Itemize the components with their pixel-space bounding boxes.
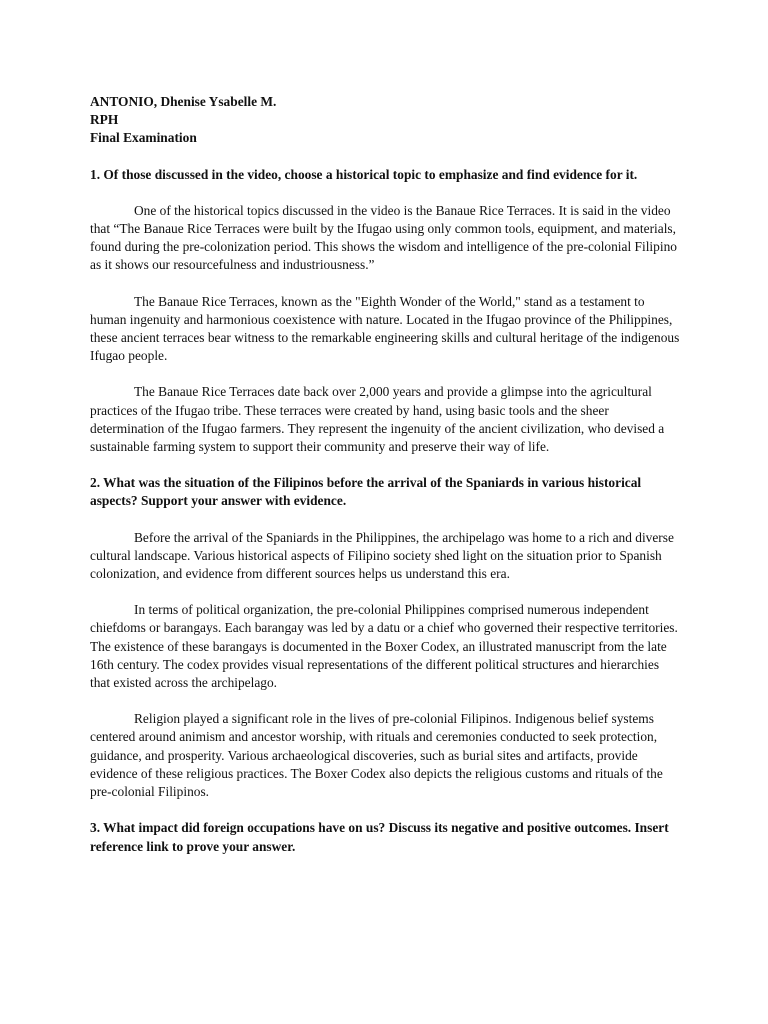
answer-1-paragraph-2: The Banaue Rice Terraces, known as the "Eighth Wonder of the World," stand as a testament to human ingenuity and harmonious coexistence with nature. Located in the Ifugao province of the Philippines, these ancient terraces bear witness to the remarkable engineering skills and cultural heritage of the indigenous Ifugao people.	[90, 293, 680, 364]
question-3: 3. What impact did foreign occupations have on us? Discuss its negative and positive outcomes. Insert reference link to prove your answer.	[90, 820, 669, 854]
question-2: 2. What was the situation of the Filipinos before the arrival of the Spaniards in various historical aspects? Support your answer with evidence.	[90, 475, 642, 509]
question-1: 1. Of those discussed in the video, choose a historical topic to emphasize and find evidence for it.	[90, 166, 638, 182]
answer-1-paragraph-3: The Banaue Rice Terraces date back over 2,000 years and provide a glimpse into the agricultural practices of the Ifugao tribe. These terraces were created by hand, using basic tools and the sheer determination of the Ifugao farmers. They represent the ingenuity of the ancient civilization, who devised a sustainable farming system to support their community and preserve their way of life.	[90, 384, 665, 455]
answer-2-paragraph-3: Religion played a significant role in the lives of pre-colonial Filipinos. Indigenous belief systems centered around animism and ancestor worship, with rituals and ceremonies conducted to seek protection, guidance, and prosperity. Various archaeological discoveries, such as burial sites and artifacts, provide evidence of these religious practices. The Boxer Codex also depicts the religious customs and rituals of the pre-colonial Filipinos.	[90, 711, 663, 800]
answer-1-paragraph-1: One of the historical topics discussed in the video is the Banaue Rice Terraces. It is said in the video that “The Banaue Rice Terraces were built by the Ifugao using only common tools, equipment, and materials, found during the pre-colonization period. This shows the wisdom and intelligence of the pre-colonial Filipino as it shows our resourcefulness and industriousness.”	[90, 202, 677, 273]
course-code: RPH	[90, 112, 119, 128]
header-block	[90, 93, 682, 148]
student-name: ANTONIO, Dhenise Ysabelle M.	[90, 94, 277, 109]
question-2-section	[90, 474, 682, 801]
document-page	[90, 93, 682, 856]
answer-2-paragraph-1: Before the arrival of the Spaniards in the Philippines, the archipelago was home to a rich and diverse cultural landscape. Various historical aspects of Filipino society shed light on the situation prior to Spanish colonization, and evidence from different sources helps us understand this era.	[90, 529, 674, 582]
question-1-section	[90, 166, 682, 457]
exam-title: Final Examination	[90, 130, 197, 146]
question-3-section	[90, 819, 682, 855]
answer-2-paragraph-2: In terms of political organization, the pre-colonial Philippines comprised numerous independent chiefdoms or barangays. Each barangay was led by a datu or a chief who governed their respective territories. The existence of these barangays is documented in the Boxer Codex, an illustrated manuscript from the late 16th century. The codex provides visual representations of the different political structures and hierarchies that existed across the archipelago.	[90, 602, 678, 691]
